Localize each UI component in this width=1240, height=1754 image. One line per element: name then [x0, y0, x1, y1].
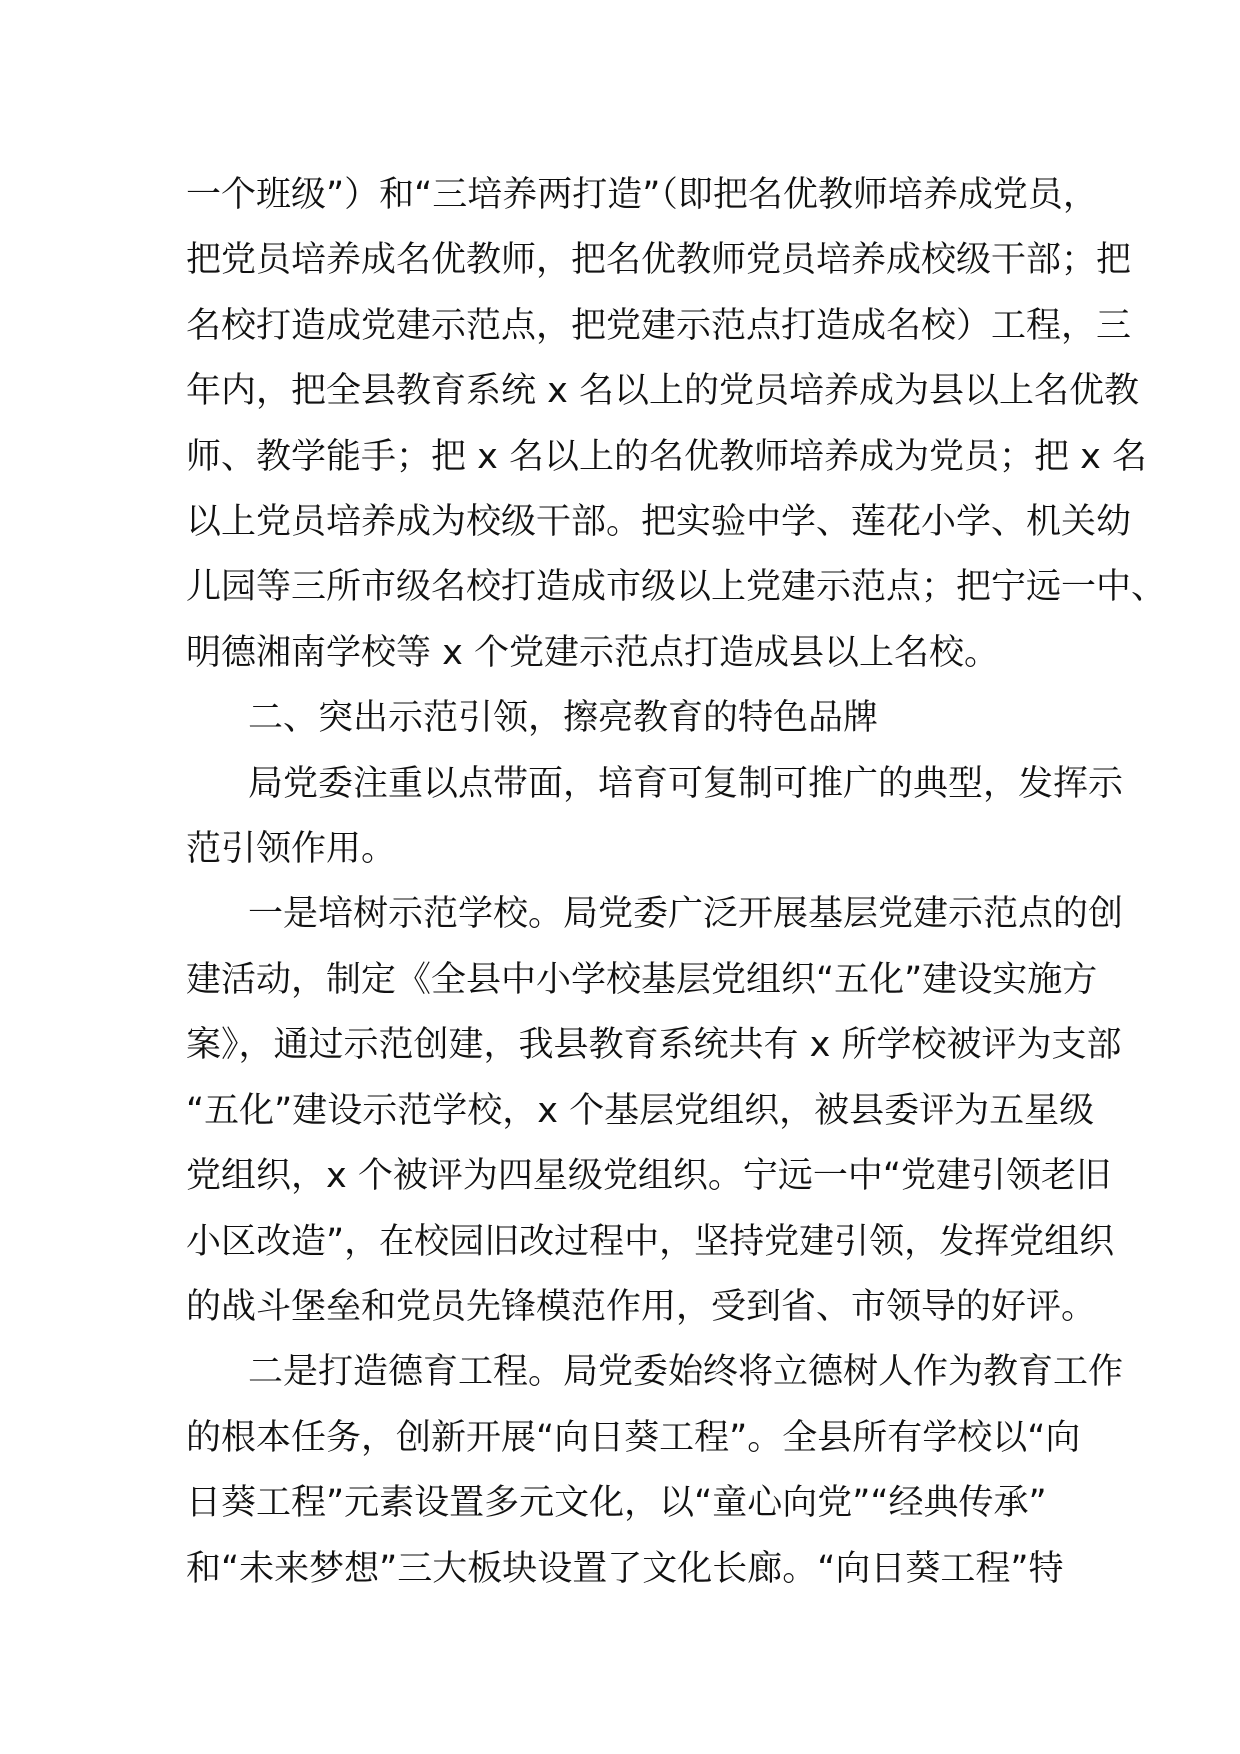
- text-line: “五化”建设示范学校，x 个基层党组织，被县委评为五星级: [186, 1090, 1095, 1131]
- text-line: 以上党员培养成为校级干部。把实验中学、莲花小学、机关幼: [186, 502, 1132, 543]
- text-line: 一个班级”）和“三培养两打造”（即把名优教师培养成党员，: [186, 175, 1098, 215]
- paragraph-moral-education: [186, 1340, 1124, 1602]
- text-line: 建活动，制定《全县中小学校基层党组织“五化”建设实施方: [186, 959, 1098, 1000]
- text-line: 党组织，x 个被评为四星级党组织。宁远一中“党建引领老旧: [186, 1156, 1111, 1197]
- text-line: 把党员培养成名优教师，把名优教师党员培养成校级干部；把: [186, 240, 1132, 281]
- text-line: 一是培树示范学校。局党委广泛开展基层党建示范点的创: [248, 894, 1124, 935]
- text-line: 小区改造”，在校园旧改过程中，坚持党建引领，发挥党组织: [186, 1221, 1115, 1262]
- text-line: 年内，把全县教育系统 x 名以上的党员培养成为县以上名优教: [186, 371, 1139, 412]
- document-body: [186, 163, 1167, 1602]
- text-line: 的根本任务，创新开展“向日葵工程”。全县所有学校以“向: [186, 1417, 1081, 1458]
- paragraph-1: [186, 163, 1167, 686]
- text-line: 的战斗堡垒和党员先锋模范作用，受到省、市领导的好评。: [186, 1286, 1097, 1327]
- section-heading: [186, 686, 1066, 751]
- text-line: 师、教学能手；把 x 名以上的名优教师培养成为党员；把 x 名: [186, 436, 1147, 477]
- paragraph-demo-schools: [186, 882, 1124, 1340]
- text-line: 明德湘南学校等 x 个党建示范点打造成县以上名校。: [186, 632, 999, 673]
- text-line: 范引领作用。: [186, 829, 397, 870]
- text-line: 局党委注重以点带面，培育可复制可推广的典型，发挥示: [248, 763, 1124, 804]
- heading-line: 二、突出示范引领，擦亮教育的特色品牌: [248, 698, 879, 739]
- text-line: 名校打造成党建示范点，把党建示范点打造成名校）工程，三: [186, 305, 1132, 346]
- text-line: 日葵工程”元素设置多元文化，以“童心向党”“经典传承”: [186, 1483, 1047, 1524]
- text-line: 二是打造德育工程。局党委始终将立德树人作为教育工作: [248, 1352, 1124, 1393]
- text-line: 和“未来梦想”三大板块设置了文化长廊。“向日葵工程”特: [186, 1548, 1064, 1589]
- paragraph-intro: [186, 752, 1124, 883]
- text-line: 案》，通过示范创建，我县教育系统共有 x 所学校被评为支部: [186, 1025, 1122, 1066]
- text-line: 儿园等三所市级名校打造成市级以上党建示范点；把宁远一中、: [186, 567, 1167, 608]
